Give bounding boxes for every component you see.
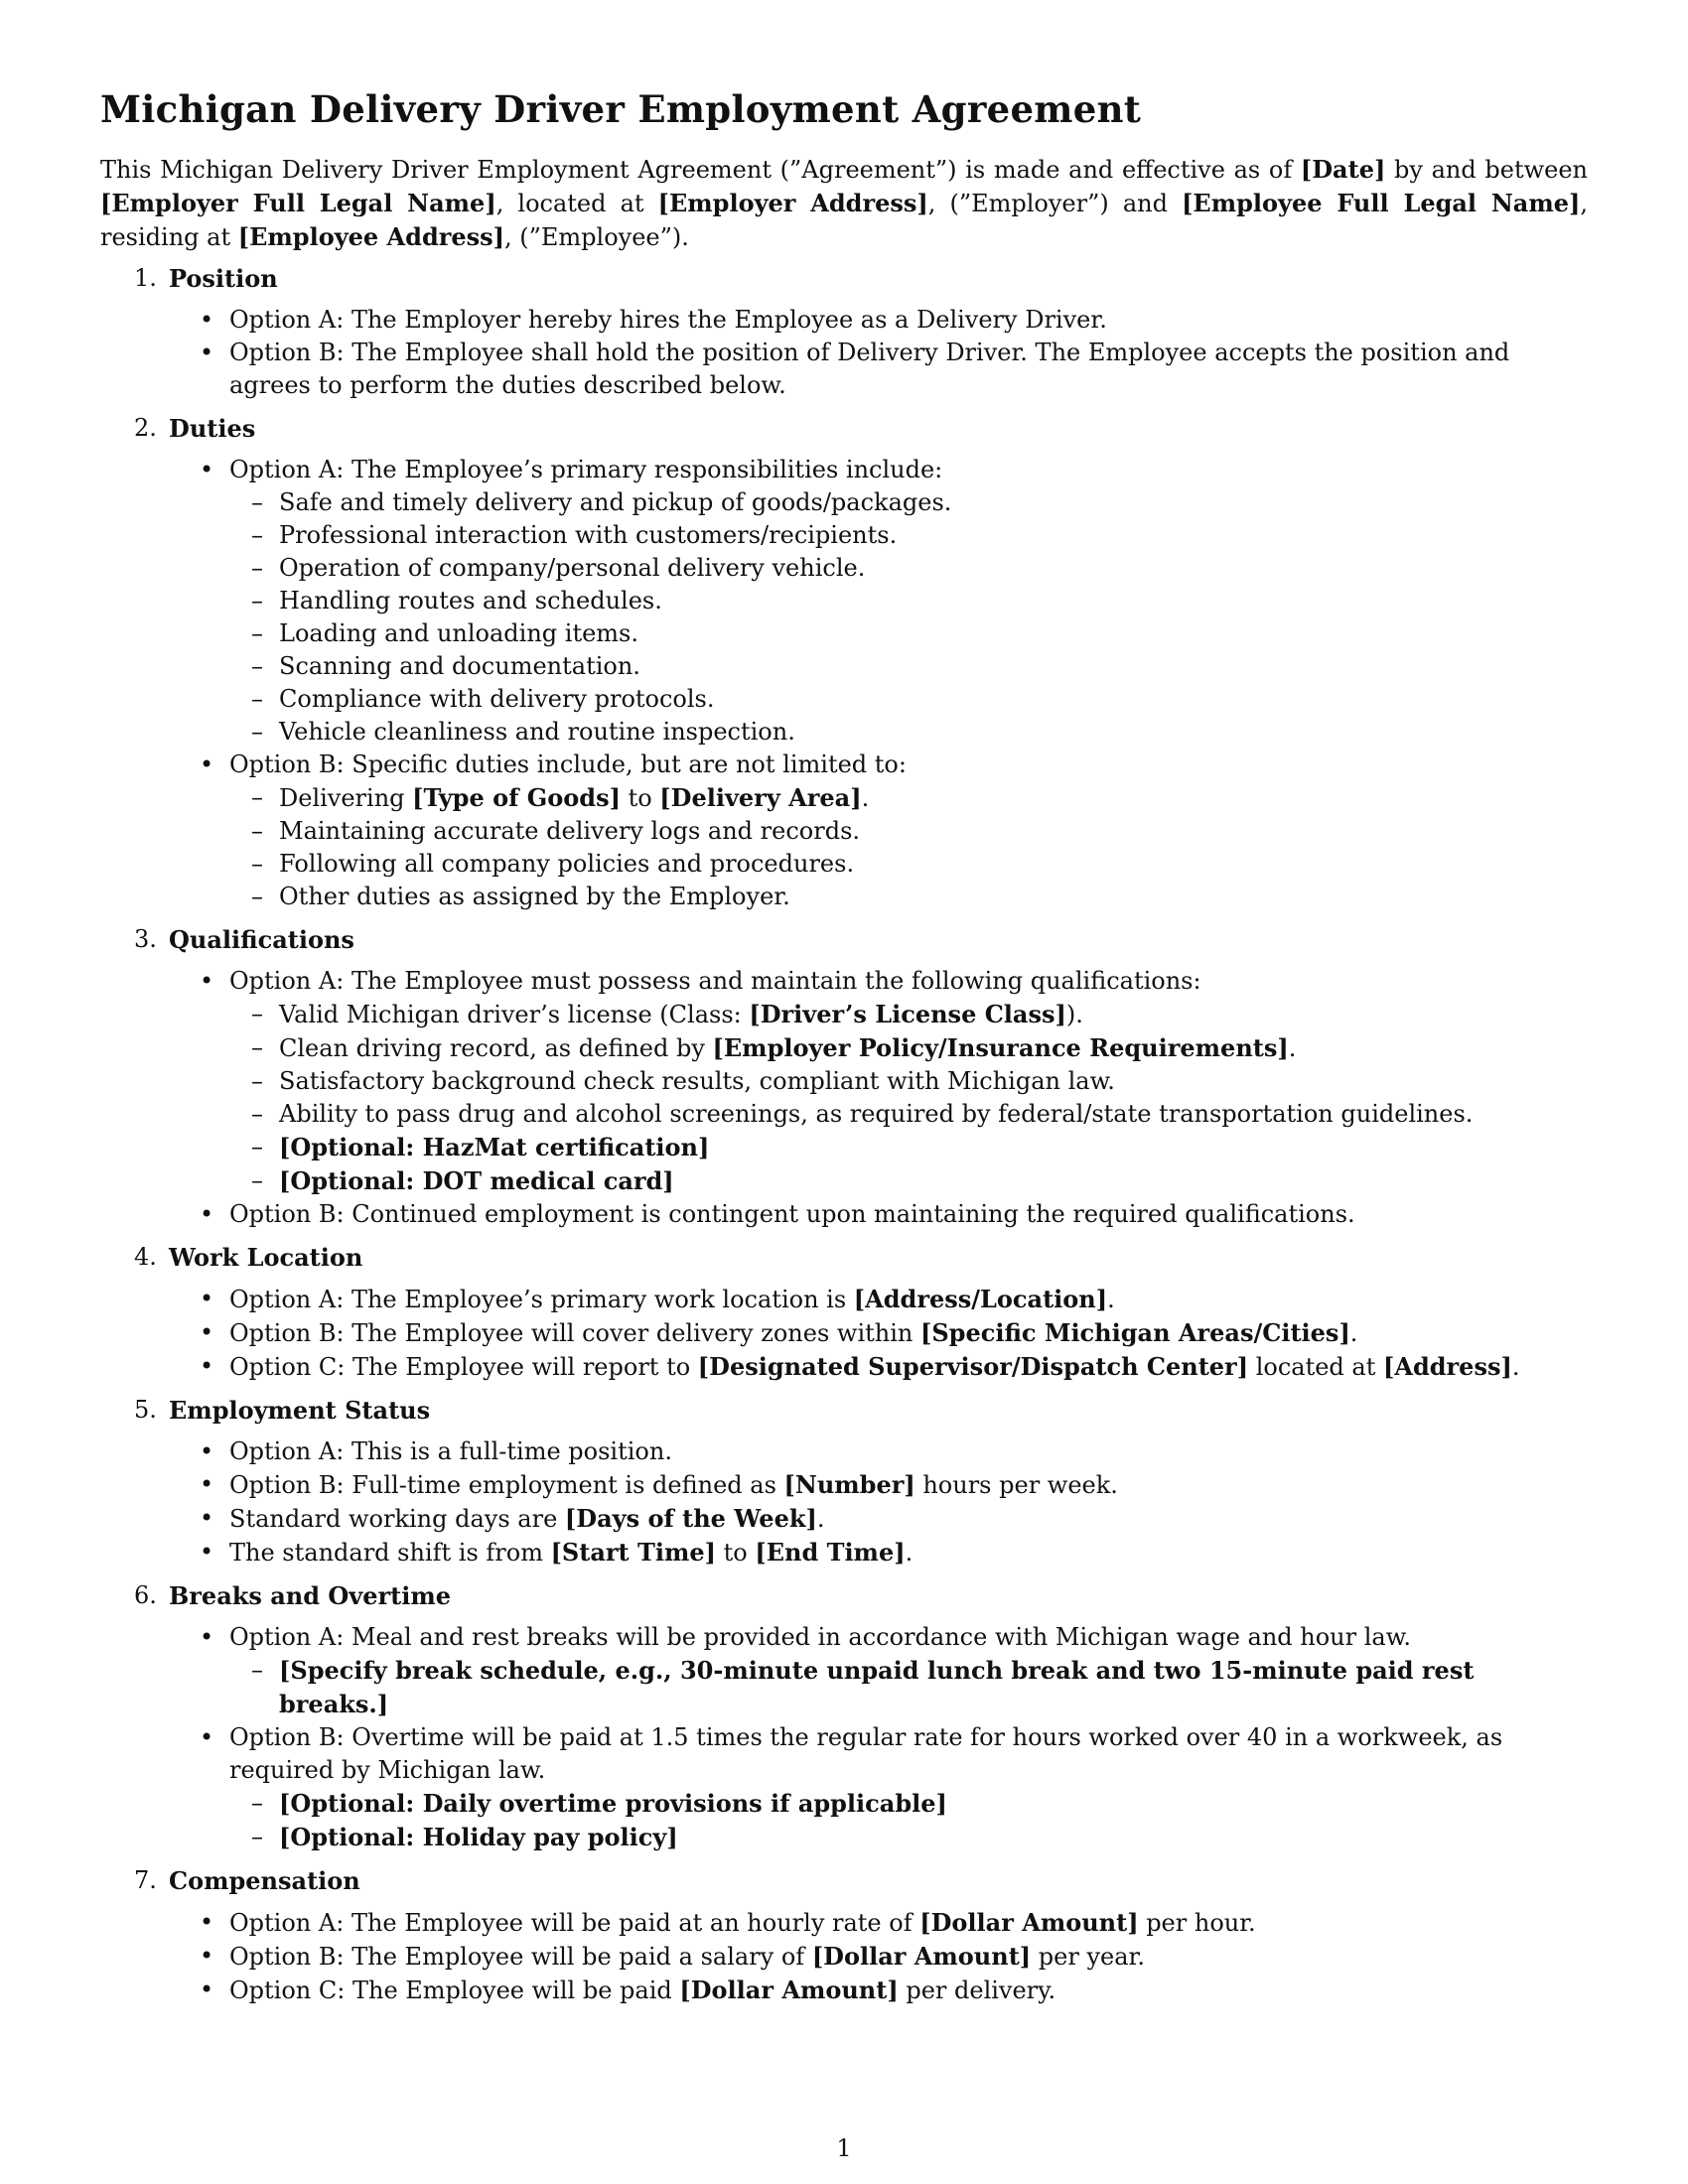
option-item bbox=[100, 1721, 1588, 1854]
text-run: Delivering bbox=[279, 784, 413, 812]
text-run: Vehicle cleanliness and routine inspection. bbox=[279, 718, 795, 746]
placeholder-field: [Type of Goods] bbox=[412, 783, 621, 812]
option-text bbox=[229, 306, 1107, 334]
document-title: Michigan Delivery Driver Employment Agreement bbox=[100, 87, 1142, 131]
section-number: 6. bbox=[134, 1581, 157, 1609]
sub-text bbox=[279, 1824, 678, 1851]
section-heading bbox=[100, 923, 1588, 957]
dash-icon: – bbox=[251, 587, 263, 614]
bullet-icon: • bbox=[200, 1437, 214, 1465]
sub-item bbox=[100, 519, 1588, 552]
dash-icon: – bbox=[251, 1033, 263, 1061]
text-run: Option B: The Employee shall hold the position of Delivery Driver. The Employee accepts the position and agrees to perform the duties described below. bbox=[229, 339, 1510, 399]
section-heading bbox=[100, 1579, 1588, 1613]
text-run: Option A: The Employee will be paid at an hourly rate of bbox=[229, 1909, 920, 1937]
option-text bbox=[229, 1319, 1357, 1347]
sub-item bbox=[100, 1098, 1588, 1131]
option-text bbox=[229, 456, 942, 483]
dash-icon: – bbox=[251, 1789, 263, 1817]
text-run: . bbox=[1511, 1353, 1520, 1381]
text-run: Ability to pass drug and alcohol screenings, as required by federal/state transportation guidelines. bbox=[279, 1100, 1474, 1128]
dash-icon: – bbox=[251, 850, 263, 878]
sub-text bbox=[279, 685, 715, 713]
sub-item bbox=[100, 486, 1588, 519]
placeholder-field: [Employer Address] bbox=[657, 189, 928, 217]
placeholder-field: [Dollar Amount] bbox=[679, 1976, 899, 2004]
text-run: Scanning and documentation. bbox=[279, 652, 640, 680]
option-text bbox=[229, 1977, 1055, 2004]
option-list bbox=[100, 304, 1588, 402]
option-text bbox=[229, 1623, 1411, 1651]
placeholder-field: [Address/Location] bbox=[853, 1285, 1108, 1313]
option-item bbox=[100, 304, 1588, 337]
section-title: Qualifications bbox=[169, 925, 354, 954]
option-item bbox=[100, 749, 1588, 913]
placeholder-field: [Days of the Week] bbox=[564, 1504, 817, 1533]
page-number: 1 bbox=[836, 2134, 852, 2162]
sub-item bbox=[100, 848, 1588, 881]
option-text bbox=[229, 339, 1509, 399]
text-run: Option A: This is a full-time position. bbox=[229, 1437, 672, 1465]
placeholder-field: [Optional: Daily overtime provisions if applicable] bbox=[279, 1789, 947, 1818]
text-run: Option C: The Employee will be paid bbox=[229, 1977, 680, 2004]
section-3 bbox=[100, 923, 1588, 1231]
option-item bbox=[100, 965, 1588, 1198]
text-run: Option B: Overtime will be paid at 1.5 times the regular rate for hours worked over 40 in a workweek, as required by Michigan law. bbox=[229, 1723, 1503, 1784]
sub-item bbox=[100, 650, 1588, 683]
text-run: per hour. bbox=[1138, 1909, 1256, 1937]
sub-text bbox=[279, 1790, 947, 1818]
bullet-icon: • bbox=[200, 1942, 214, 1970]
bullet-icon: • bbox=[200, 1318, 214, 1346]
text-run: Option A: Meal and rest breaks will be provided in accordance with Michigan wage and hour law. bbox=[229, 1623, 1412, 1651]
option-item bbox=[100, 1621, 1588, 1721]
placeholder-field: [Start Time] bbox=[550, 1538, 716, 1567]
section-number: 4. bbox=[134, 1243, 157, 1271]
placeholder-field: [Delivery Area] bbox=[659, 783, 862, 812]
bullet-icon: • bbox=[200, 1352, 214, 1380]
placeholder-field: [Driver’s License Class] bbox=[749, 1000, 1066, 1028]
sub-text bbox=[279, 488, 951, 516]
sub-text bbox=[279, 784, 869, 812]
sub-text bbox=[279, 718, 795, 746]
option-item bbox=[100, 1502, 1588, 1536]
sub-text bbox=[279, 817, 860, 845]
bullet-icon: • bbox=[200, 1623, 214, 1651]
text-run: Operation of company/personal delivery vehicle. bbox=[279, 554, 866, 582]
text-run: Option C: The Employee will report to bbox=[229, 1353, 698, 1381]
text-run: per delivery. bbox=[898, 1977, 1056, 2004]
option-item bbox=[100, 1435, 1588, 1468]
text-run: Valid Michigan driver’s license (Class: bbox=[279, 1001, 750, 1028]
section-heading bbox=[100, 412, 1588, 446]
placeholder-field: [Address] bbox=[1383, 1352, 1512, 1381]
bullet-icon: • bbox=[200, 751, 214, 778]
option-item bbox=[100, 1198, 1588, 1231]
text-run: by and between bbox=[1385, 156, 1588, 184]
sub-item bbox=[100, 1164, 1588, 1198]
sub-item bbox=[100, 716, 1588, 749]
bullet-icon: • bbox=[200, 1538, 214, 1566]
text-run: Satisfactory background check results, compliant with Michigan law. bbox=[279, 1067, 1115, 1095]
text-run: to bbox=[715, 1539, 756, 1567]
sub-text bbox=[279, 652, 640, 680]
sub-text bbox=[279, 587, 662, 614]
bullet-icon: • bbox=[200, 1470, 214, 1498]
sub-text bbox=[279, 1167, 674, 1195]
text-run: located at bbox=[1248, 1353, 1383, 1381]
placeholder-field: [Date] bbox=[1300, 155, 1386, 184]
section-number: 7. bbox=[134, 1866, 157, 1894]
sub-text bbox=[279, 554, 865, 582]
section-heading bbox=[100, 1241, 1588, 1275]
text-run: , residing at bbox=[100, 190, 1589, 251]
sub-item bbox=[100, 552, 1588, 585]
text-run: , located at bbox=[495, 190, 658, 217]
sub-item bbox=[100, 1131, 1588, 1164]
option-item bbox=[100, 1468, 1588, 1502]
placeholder-field: [Number] bbox=[783, 1470, 915, 1499]
option-list bbox=[100, 1906, 1588, 2007]
dash-icon: – bbox=[251, 1000, 263, 1027]
section-title: Compensation bbox=[169, 1866, 360, 1895]
dash-icon: – bbox=[251, 1067, 263, 1095]
section-number: 3. bbox=[134, 925, 157, 953]
placeholder-field: [Employee Address] bbox=[237, 222, 505, 251]
option-item bbox=[100, 1350, 1588, 1384]
option-list bbox=[100, 965, 1588, 1231]
section-title: Breaks and Overtime bbox=[169, 1581, 452, 1610]
placeholder-field: [Employee Full Legal Name] bbox=[1182, 189, 1581, 217]
text-run: Option B: Continued employment is contingent upon maintaining the required qualifications. bbox=[229, 1200, 1355, 1228]
option-text bbox=[229, 1723, 1502, 1784]
text-run: . bbox=[861, 784, 870, 812]
section-5 bbox=[100, 1394, 1588, 1570]
document-page bbox=[100, 87, 1588, 2017]
option-text bbox=[229, 1353, 1519, 1381]
text-run: Option A: The Employee’s primary work location is bbox=[229, 1286, 854, 1313]
option-text bbox=[229, 1539, 913, 1567]
bullet-icon: • bbox=[200, 1504, 214, 1532]
sub-text bbox=[279, 883, 790, 910]
text-run: The standard shift is from bbox=[229, 1539, 551, 1567]
option-item bbox=[100, 1940, 1588, 1974]
option-list bbox=[100, 1435, 1588, 1570]
sub-list bbox=[229, 1787, 1588, 1854]
option-text bbox=[229, 751, 907, 778]
text-run: Safe and timely delivery and pickup of goods/packages. bbox=[279, 488, 952, 516]
text-run: Option A: The Employer hereby hires the Employee as a Delivery Driver. bbox=[229, 306, 1107, 334]
sub-text bbox=[279, 1134, 709, 1161]
sub-item bbox=[100, 683, 1588, 716]
dash-icon: – bbox=[251, 685, 263, 713]
section-title: Duties bbox=[169, 414, 256, 443]
text-run: , (”Employee”). bbox=[504, 223, 689, 251]
intro-paragraph bbox=[100, 153, 1588, 254]
placeholder-field: [Employer Full Legal Name] bbox=[100, 189, 496, 217]
sub-text bbox=[279, 1100, 1473, 1128]
placeholder-field: [Optional: HazMat certification] bbox=[279, 1133, 710, 1161]
option-text bbox=[229, 1943, 1145, 1971]
sub-text bbox=[279, 619, 638, 647]
section-7 bbox=[100, 1864, 1588, 2007]
text-run: . bbox=[1288, 1034, 1297, 1062]
sub-item bbox=[100, 585, 1588, 617]
option-item bbox=[100, 1906, 1588, 1940]
sub-text bbox=[279, 1001, 1083, 1028]
section-title: Employment Status bbox=[169, 1396, 431, 1425]
text-run: Clean driving record, as defined by bbox=[279, 1034, 713, 1062]
sub-item bbox=[100, 1787, 1588, 1821]
placeholder-field: [Optional: DOT medical card] bbox=[279, 1166, 674, 1195]
sub-item bbox=[100, 881, 1588, 913]
placeholder-field: [Employer Policy/Insurance Requirements] bbox=[712, 1033, 1289, 1062]
dash-icon: – bbox=[251, 1133, 263, 1160]
sub-item bbox=[100, 1065, 1588, 1098]
option-item bbox=[100, 1283, 1588, 1316]
option-text bbox=[229, 1286, 1115, 1313]
text-run: to bbox=[620, 784, 660, 812]
placeholder-field: [Specify break schedule, e.g., 30-minute unpaid lunch break and two 15-minute paid rest breaks.] bbox=[279, 1656, 1475, 1718]
bullet-icon: • bbox=[200, 306, 214, 334]
option-text bbox=[229, 1505, 824, 1533]
text-run: . bbox=[1349, 1319, 1358, 1347]
bullet-icon: • bbox=[200, 1908, 214, 1936]
sub-item bbox=[100, 1821, 1588, 1854]
sub-item bbox=[100, 1031, 1588, 1065]
sub-list bbox=[229, 998, 1588, 1198]
option-item bbox=[100, 1536, 1588, 1570]
sub-list bbox=[229, 486, 1588, 749]
text-run: This Michigan Delivery Driver Employment Agreement (”Agreement”) is made and effective as of bbox=[100, 156, 1301, 184]
option-text bbox=[229, 1200, 1355, 1228]
option-item bbox=[100, 1316, 1588, 1350]
sub-text bbox=[279, 1657, 1474, 1718]
text-run: Option B: The Employee will be paid a salary of bbox=[229, 1943, 812, 1971]
dash-icon: – bbox=[251, 1100, 263, 1128]
section-1 bbox=[100, 262, 1588, 402]
section-number: 5. bbox=[134, 1396, 157, 1424]
text-run: Option A: The Employee’s primary responsibilities include: bbox=[229, 456, 943, 483]
bullet-icon: • bbox=[200, 1723, 214, 1751]
option-item bbox=[100, 1974, 1588, 2007]
text-run: Professional interaction with customers/recipients. bbox=[279, 521, 898, 549]
text-run: . bbox=[905, 1539, 914, 1567]
sub-item bbox=[100, 998, 1588, 1031]
dash-icon: – bbox=[251, 718, 263, 746]
bullet-icon: • bbox=[200, 1976, 214, 2003]
text-run: hours per week. bbox=[914, 1471, 1118, 1499]
placeholder-field: [Specific Michigan Areas/Cities] bbox=[919, 1318, 1350, 1347]
dash-icon: – bbox=[251, 488, 263, 516]
section-2 bbox=[100, 412, 1588, 913]
dash-icon: – bbox=[251, 783, 263, 811]
bullet-icon: • bbox=[200, 1285, 214, 1312]
section-title: Position bbox=[169, 264, 278, 293]
placeholder-field: [Designated Supervisor/Dispatch Center] bbox=[697, 1352, 1249, 1381]
sub-item bbox=[100, 815, 1588, 848]
text-run: Loading and unloading items. bbox=[279, 619, 639, 647]
dash-icon: – bbox=[251, 817, 263, 845]
text-run: Handling routes and schedules. bbox=[279, 587, 662, 614]
text-run: Maintaining accurate delivery logs and records. bbox=[279, 817, 861, 845]
dash-icon: – bbox=[251, 619, 263, 647]
text-run: Option B: The Employee will cover delivery zones within bbox=[229, 1319, 920, 1347]
text-run: Following all company policies and procedures. bbox=[279, 850, 855, 878]
section-6 bbox=[100, 1579, 1588, 1854]
text-run: , (”Employer”) and bbox=[927, 190, 1183, 217]
sub-list bbox=[229, 781, 1588, 913]
option-text bbox=[229, 1437, 672, 1465]
sub-item bbox=[100, 1654, 1588, 1721]
sub-item bbox=[100, 617, 1588, 650]
bullet-icon: • bbox=[200, 1200, 214, 1228]
section-list bbox=[100, 262, 1588, 2007]
section-title: Work Location bbox=[169, 1243, 363, 1272]
section-4 bbox=[100, 1241, 1588, 1384]
placeholder-field: [Optional: Holiday pay policy] bbox=[279, 1823, 678, 1851]
dash-icon: – bbox=[251, 1656, 263, 1684]
option-text bbox=[229, 1909, 1256, 1937]
section-heading bbox=[100, 262, 1588, 296]
placeholder-field: [Dollar Amount] bbox=[919, 1908, 1139, 1937]
option-list bbox=[100, 454, 1588, 913]
option-item bbox=[100, 337, 1588, 402]
dash-icon: – bbox=[251, 521, 263, 549]
sub-list bbox=[229, 1654, 1588, 1721]
text-run: per year. bbox=[1031, 1943, 1145, 1971]
sub-text bbox=[279, 521, 897, 549]
section-heading bbox=[100, 1864, 1588, 1898]
dash-icon: – bbox=[251, 554, 263, 582]
section-heading bbox=[100, 1394, 1588, 1428]
option-list bbox=[100, 1621, 1588, 1854]
dash-icon: – bbox=[251, 1823, 263, 1850]
sub-text bbox=[279, 1034, 1296, 1062]
bullet-icon: • bbox=[200, 456, 214, 483]
section-number: 1. bbox=[134, 264, 157, 292]
text-run: . bbox=[1107, 1286, 1115, 1313]
sub-text bbox=[279, 850, 854, 878]
dash-icon: – bbox=[251, 1166, 263, 1194]
option-text bbox=[229, 1471, 1118, 1499]
text-run: . bbox=[816, 1505, 825, 1533]
text-run: Option A: The Employee must possess and maintain the following qualifications: bbox=[229, 967, 1201, 995]
placeholder-field: [End Time] bbox=[755, 1538, 906, 1567]
bullet-icon: • bbox=[200, 339, 214, 366]
option-list bbox=[100, 1283, 1588, 1384]
sub-text bbox=[279, 1067, 1115, 1095]
sub-item bbox=[100, 781, 1588, 815]
option-text bbox=[229, 967, 1201, 995]
text-run: Standard working days are bbox=[229, 1505, 565, 1533]
text-run: ). bbox=[1065, 1001, 1083, 1028]
text-run: Other duties as assigned by the Employer. bbox=[279, 883, 790, 910]
dash-icon: – bbox=[251, 883, 263, 910]
placeholder-field: [Dollar Amount] bbox=[811, 1942, 1032, 1971]
dash-icon: – bbox=[251, 652, 263, 680]
option-item bbox=[100, 454, 1588, 749]
section-number: 2. bbox=[134, 414, 157, 442]
text-run: Option B: Specific duties include, but are not limited to: bbox=[229, 751, 907, 778]
text-run: Option B: Full-time employment is defined as bbox=[229, 1471, 784, 1499]
text-run: Compliance with delivery protocols. bbox=[279, 685, 715, 713]
bullet-icon: • bbox=[200, 967, 214, 995]
